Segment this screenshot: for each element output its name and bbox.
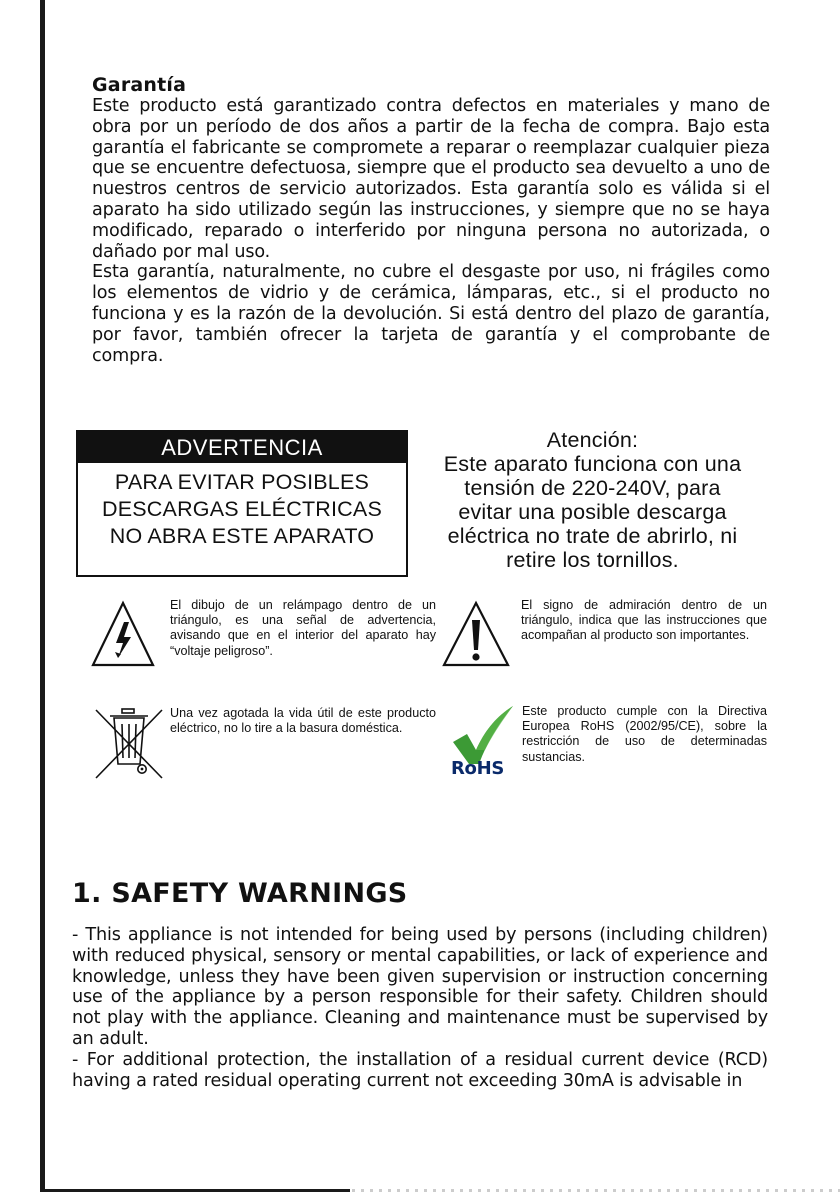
warranty-section xyxy=(92,75,770,366)
symbol-lightning-text: El dibujo de un relámpago dentro de un triángulo, es una señal de advertencia, avisando que en el interior del aparato hay “voltaje peligroso”. xyxy=(170,598,436,658)
attention-notice xyxy=(420,428,765,572)
warning-line-2: DESCARGAS ELÉCTRICAS xyxy=(102,497,382,521)
attention-line-1: Atención: xyxy=(546,428,639,452)
warranty-paragraph-1: Este producto está garantizado contra defectos en materiales y mano de obra por un período de dos años a partir de la fecha de compra. Bajo esta garantía el fabricante se compromete a reparar o reemplazar cualquier pieza que se encuentre defectuosa, siempre que el producto sea devuelto a uno de nuestros centros de servicio autorizados. Esta garantía solo es válida si el aparato ha sido utilizado según las instrucciones, y siempre que no se haya modificado, reparado o interferido por ninguna persona no autorizada, o dañado por mal uso. xyxy=(92,96,770,262)
symbol-exclamation-text: El signo de admiración dentro de un triángulo, indica que las instrucciones que acompañan al producto son importantes. xyxy=(521,598,767,643)
warranty-title: Garantía xyxy=(92,74,187,96)
binding-spine-rule xyxy=(40,0,45,1192)
safety-paragraph-2: - For additional protection, the installation of a residual current device (RCD) having a rated residual operating current not exceeding 30mA is advisable in xyxy=(72,1049,768,1091)
symbol-rohs-text: Este producto cumple con la Directiva Europea RoHS (2002/95/CE), sobre la restricción de uso de determinadas sustancias. xyxy=(522,704,767,764)
symbol-bin-block xyxy=(90,706,436,786)
attention-line-3: tensión de 220-240V, para xyxy=(464,476,721,500)
safety-warnings-section xyxy=(72,878,768,1091)
warning-box-header: ADVERTENCIA xyxy=(78,432,406,463)
safety-paragraph-1: - This appliance is not intended for being used by persons (including children) with reduced physical, sensory or mental capabilities, or lack of experience and knowledge, unless they have been given supervision or instruction concerning use of the appliance by a person responsible for their safety. Children should not play with the appliance. Cleaning and maintenance must be supervised by an adult. xyxy=(72,925,768,1049)
symbol-exclamation-block xyxy=(441,598,767,678)
warning-box-body xyxy=(78,463,406,550)
symbol-bin-text: Una vez agotada la vida útil de este producto eléctrico, no lo tire a la basura doméstica. xyxy=(170,706,436,736)
attention-line-2: Este aparato funciona con una xyxy=(443,452,742,476)
attention-line-6: retire los tornillos. xyxy=(506,548,679,572)
warning-box xyxy=(76,430,408,577)
lightning-triangle-icon xyxy=(90,600,156,668)
warranty-paragraph-2: Esta garantía, naturalmente, no cubre el desgaste por uso, ni frágiles como los elementos de vidrio y de cerámica, lámparas, etc., si el producto no funciona y es la razón de la devolución. Si está dentro del plazo de garantía, por favor, también ofrecer la tarjeta de garantía y el comprobante de compra. xyxy=(92,262,770,366)
warning-line-1: PARA EVITAR POSIBLES xyxy=(114,470,370,494)
rohs-logo-label: RoHS xyxy=(451,758,505,779)
symbol-lightning-block xyxy=(90,598,436,678)
exclamation-triangle-icon xyxy=(441,600,511,668)
safety-title: 1. SAFETY WARNINGS xyxy=(72,878,408,909)
crossed-bin-icon xyxy=(92,706,166,782)
attention-line-5: eléctrica no trate de abrirlo, ni xyxy=(447,524,738,548)
warning-line-3: NO ABRA ESTE APARATO xyxy=(109,524,375,548)
attention-line-4: evitar una posible descarga xyxy=(458,500,727,524)
symbol-rohs-block xyxy=(445,704,767,786)
